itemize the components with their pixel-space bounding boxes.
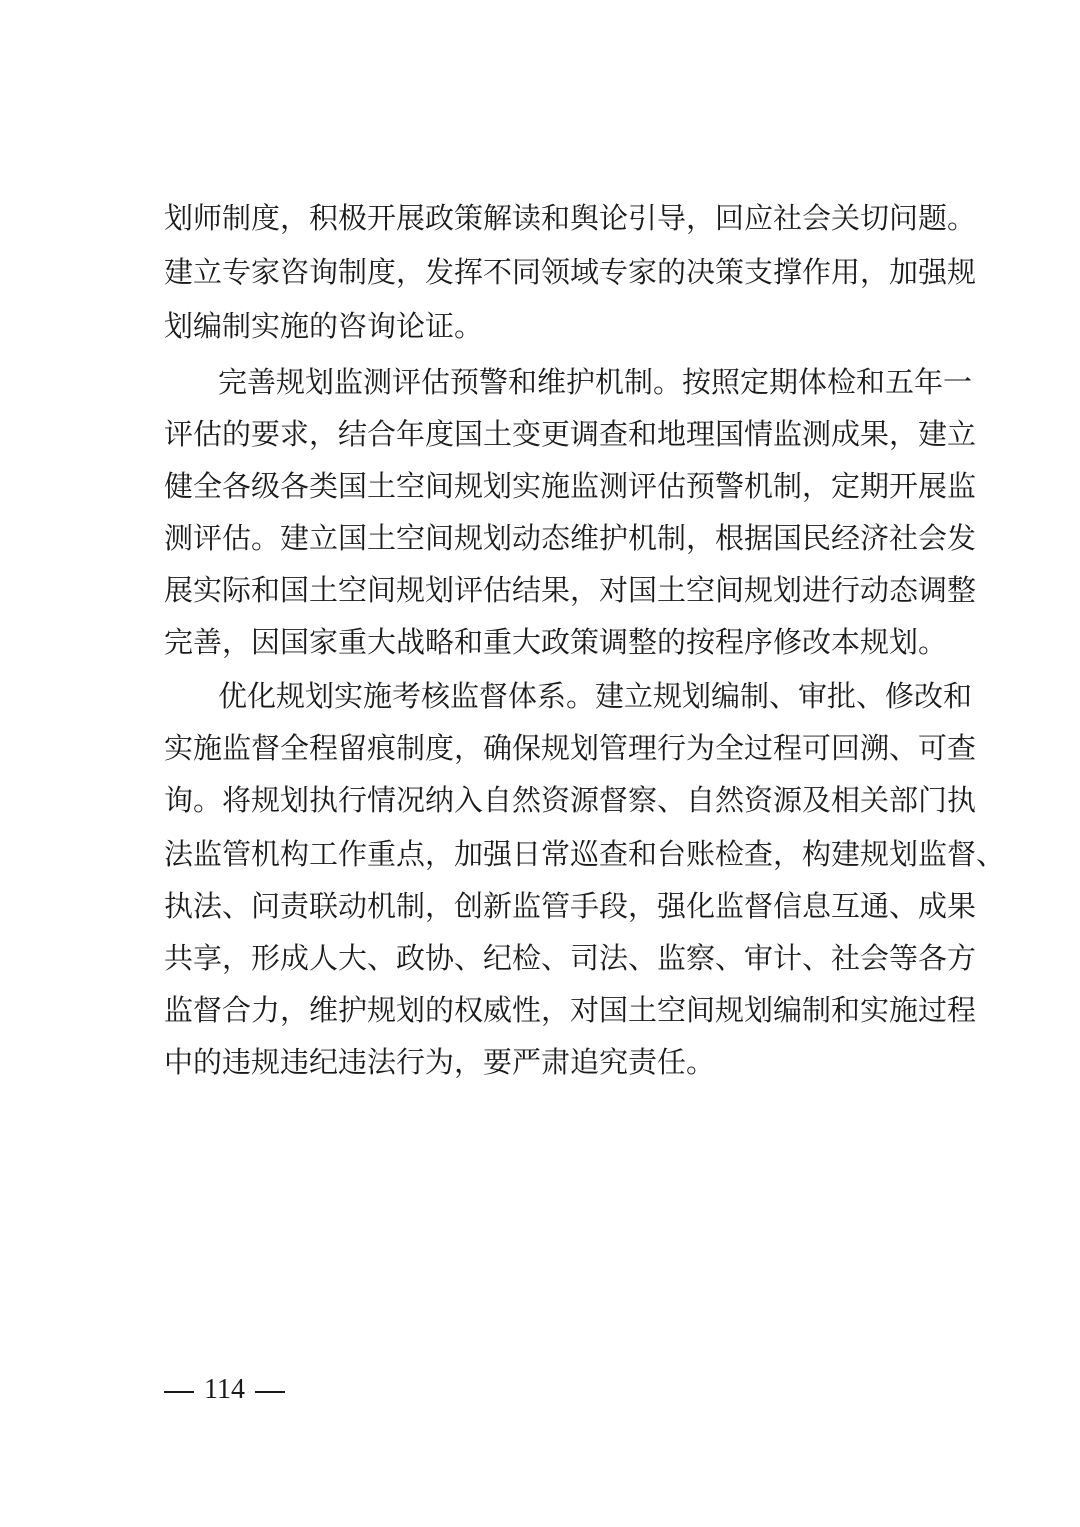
dash-right: [255, 1391, 285, 1393]
text-line: 法监管机构工作重点，加强日常巡查和台账检查，构建规划监督、: [164, 837, 1006, 871]
text-line: 测评估。建立国土空间规划动态维护机制，根据国民经济社会发: [164, 521, 977, 555]
text-line: 执法、问责联动机制，创新监管手段，强化监督信息互通、成果: [164, 889, 977, 923]
text-line: 优化规划实施考核监督体系。建立规划编制、审批、修改和: [218, 679, 973, 713]
dash-left: [164, 1391, 194, 1393]
text-line: 共享，形成人大、政协、纪检、司法、监察、审计、社会等各方: [164, 941, 977, 975]
page-number-footer: [164, 1372, 295, 1408]
text-line: 划师制度，积极开展政策解读和舆论引导，回应社会关切问题。: [164, 201, 977, 235]
text-line: 监督合力，维护规划的权威性，对国土空间规划编制和实施过程: [164, 993, 977, 1027]
text-line: 健全各级各类国土空间规划实施监测评估预警机制，定期开展监: [164, 469, 977, 503]
text-line: 评估的要求，结合年度国土变更调查和地理国情监测成果，建立: [164, 417, 977, 451]
text-line: 实施监督全程留痕制度，确保规划管理行为全过程可回溯、可查: [164, 731, 977, 765]
text-line: 询。将规划执行情况纳入自然资源督察、自然资源及相关部门执: [164, 783, 977, 817]
page-number: 114: [204, 1374, 245, 1405]
text-line: 划编制实施的咨询论证。: [164, 309, 484, 343]
text-line: 中的违规违纪违法行为，要严肃追究责任。: [164, 1045, 716, 1079]
text-line: 完善规划监测评估预警和维护机制。按照定期体检和五年一: [218, 365, 973, 399]
text-line: 完善，因国家重大战略和重大政策调整的按程序修改本规划。: [164, 625, 948, 659]
text-line: 建立专家咨询制度，发挥不同领域专家的决策支撑作用，加强规: [164, 255, 977, 289]
text-line: 展实际和国土空间规划评估结果，对国土空间规划进行动态调整: [164, 573, 977, 607]
